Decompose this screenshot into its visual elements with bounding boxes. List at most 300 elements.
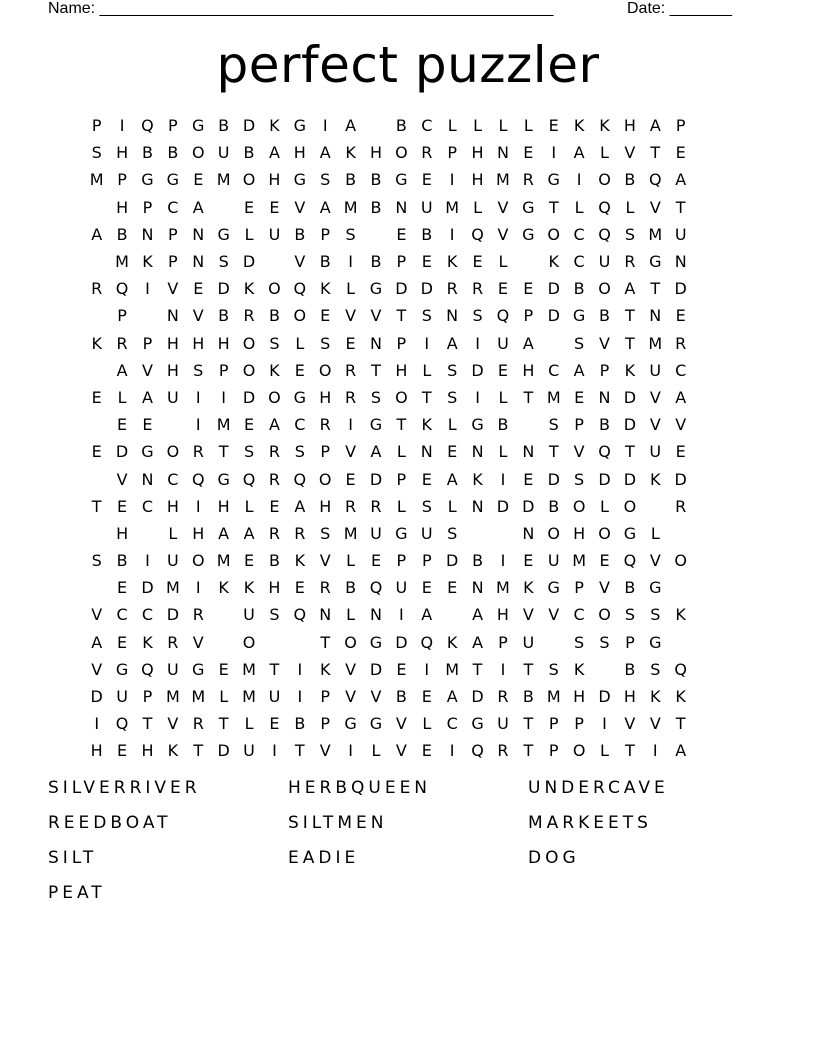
grid-cell[interactable]: E	[117, 496, 128, 516]
grid-cell[interactable]: V	[345, 687, 357, 707]
grid-cell[interactable]: T	[675, 197, 686, 217]
grid-cell[interactable]: V	[395, 714, 407, 734]
grid-cell[interactable]	[211, 601, 236, 628]
grid-cell[interactable]: Q	[496, 306, 510, 326]
grid-cell[interactable]: V	[116, 469, 128, 489]
grid-cell[interactable]: L	[650, 523, 660, 543]
grid-cell[interactable]: T	[193, 741, 204, 761]
grid-cell[interactable]: H	[141, 741, 154, 761]
grid-cell[interactable]	[363, 221, 388, 248]
grid-cell[interactable]: I	[348, 252, 353, 272]
grid-cell[interactable]: N	[649, 306, 662, 326]
grid-cell[interactable]: S	[599, 632, 610, 652]
grid-cell[interactable]: A	[446, 469, 458, 489]
grid-cell[interactable]: O	[344, 632, 357, 652]
grid-cell[interactable]: N	[522, 442, 535, 462]
grid-cell[interactable]: L	[447, 116, 457, 136]
grid-cell[interactable]: G	[293, 387, 307, 407]
grid-cell[interactable]: M	[546, 687, 561, 707]
grid-cell[interactable]: M	[572, 551, 587, 571]
grid-cell[interactable]: O	[242, 333, 256, 353]
grid-cell[interactable]: B	[268, 306, 280, 326]
grid-cell[interactable]: M	[89, 170, 104, 190]
grid-cell[interactable]: K	[167, 741, 179, 761]
grid-cell[interactable]: N	[446, 306, 459, 326]
grid-cell[interactable]: O	[268, 279, 281, 299]
grid-cell[interactable]: B	[624, 170, 636, 190]
grid-cell[interactable]: P	[320, 687, 331, 707]
grid-cell[interactable]: K	[650, 469, 661, 489]
grid-cell[interactable]: K	[319, 279, 331, 299]
grid-cell[interactable]: V	[294, 197, 306, 217]
grid-cell[interactable]: P	[218, 360, 229, 380]
grid-cell[interactable]: E	[218, 659, 229, 679]
grid-cell[interactable]: G	[623, 523, 637, 543]
grid-cell[interactable]: U	[217, 143, 230, 163]
grid-cell[interactable]: U	[649, 360, 662, 380]
grid-cell[interactable]: U	[116, 687, 128, 707]
grid-cell[interactable]: H	[166, 360, 179, 380]
grid-cell[interactable]: U	[268, 224, 281, 244]
grid-cell[interactable]: O	[293, 306, 307, 326]
grid-cell[interactable]: V	[370, 687, 382, 707]
grid-cell[interactable]: C	[141, 605, 154, 625]
grid-cell[interactable]: C	[116, 605, 128, 625]
grid-cell[interactable]: H	[471, 143, 484, 163]
grid-cell[interactable]: E	[421, 252, 432, 272]
grid-cell[interactable]: O	[547, 224, 561, 244]
grid-cell[interactable]: L	[244, 496, 254, 516]
grid-cell[interactable]: I	[399, 605, 404, 625]
grid-cell[interactable]: T	[625, 306, 635, 326]
grid-cell[interactable]: E	[497, 279, 508, 299]
grid-cell[interactable]: D	[395, 632, 408, 652]
grid-cell[interactable]: V	[167, 279, 179, 299]
grid-cell[interactable]: C	[573, 605, 585, 625]
grid-cell[interactable]	[84, 411, 109, 438]
grid-cell[interactable]: I	[576, 170, 582, 190]
grid-cell[interactable]	[211, 194, 236, 221]
grid-cell[interactable]: A	[421, 605, 433, 625]
grid-cell[interactable]: E	[117, 415, 128, 435]
grid-cell[interactable]: U	[167, 387, 179, 407]
grid-cell[interactable]: S	[574, 333, 585, 353]
grid-cell[interactable]: L	[346, 551, 356, 571]
grid-cell[interactable]: D	[598, 469, 611, 489]
grid-cell[interactable]: A	[294, 496, 306, 516]
grid-cell[interactable]: A	[142, 387, 153, 407]
grid-cell[interactable]: B	[370, 170, 382, 190]
grid-cell[interactable]: Q	[420, 632, 434, 652]
grid-cell[interactable]	[84, 302, 109, 329]
grid-cell[interactable]: L	[396, 496, 406, 516]
grid-cell[interactable]: S	[447, 360, 458, 380]
grid-cell[interactable]: H	[471, 170, 484, 190]
grid-cell[interactable]: S	[421, 306, 432, 326]
grid-cell[interactable]: G	[369, 714, 383, 734]
grid-cell[interactable]: G	[649, 578, 662, 598]
grid-cell[interactable]: G	[141, 170, 154, 190]
grid-cell[interactable]: O	[598, 279, 611, 299]
grid-cell[interactable]: S	[218, 252, 229, 272]
grid-cell[interactable]: R	[497, 741, 509, 761]
grid-cell[interactable]: L	[346, 605, 356, 625]
grid-cell[interactable]: V	[294, 252, 306, 272]
grid-cell[interactable]: E	[548, 116, 559, 136]
grid-cell[interactable]: T	[625, 333, 635, 353]
grid-cell[interactable]: P	[168, 224, 178, 244]
grid-cell[interactable]: E	[345, 333, 356, 353]
grid-cell[interactable]: P	[523, 306, 534, 326]
grid-cell[interactable]: A	[91, 224, 103, 244]
grid-cell[interactable]: G	[217, 469, 230, 489]
grid-cell[interactable]: M	[191, 687, 206, 707]
grid-cell[interactable]	[262, 248, 287, 275]
grid-cell[interactable]: S	[548, 659, 559, 679]
grid-cell[interactable]: H	[293, 143, 306, 163]
grid-cell[interactable]: H	[268, 170, 281, 190]
grid-cell[interactable]: I	[145, 279, 150, 299]
grid-cell[interactable]: Q	[293, 605, 307, 625]
grid-cell[interactable]: Q	[242, 469, 256, 489]
grid-cell[interactable]: R	[370, 496, 382, 516]
grid-cell[interactable]: R	[268, 469, 280, 489]
grid-cell[interactable]: U	[370, 523, 382, 543]
grid-cell[interactable]: O	[191, 143, 205, 163]
grid-cell[interactable]: E	[243, 551, 255, 571]
grid-cell[interactable]: I	[297, 687, 303, 707]
grid-cell[interactable]: Q	[115, 279, 129, 299]
grid-cell[interactable]: D	[242, 116, 256, 136]
grid-cell[interactable]: R	[294, 523, 306, 543]
grid-cell[interactable]: Q	[648, 170, 662, 190]
grid-cell[interactable]: B	[548, 496, 560, 516]
grid-cell[interactable]: I	[500, 551, 506, 571]
grid-cell[interactable]: K	[345, 143, 356, 163]
grid-cell[interactable]: Q	[598, 224, 611, 244]
grid-cell[interactable]: H	[166, 333, 179, 353]
grid-cell[interactable]: E	[345, 469, 356, 489]
grid-cell[interactable]: E	[370, 551, 382, 571]
grid-cell[interactable]: P	[320, 224, 331, 244]
grid-cell[interactable]: T	[523, 387, 534, 407]
grid-cell[interactable]: R	[91, 279, 103, 299]
grid-cell[interactable]: V	[624, 714, 636, 734]
grid-cell[interactable]: E	[396, 224, 407, 244]
grid-cell[interactable]: G	[547, 578, 560, 598]
grid-cell[interactable]: B	[497, 415, 509, 435]
grid-cell[interactable]: U	[547, 551, 560, 571]
grid-cell[interactable]: M	[115, 252, 129, 272]
grid-cell[interactable]: E	[243, 415, 255, 435]
grid-cell[interactable]: P	[675, 116, 686, 136]
grid-cell[interactable]: V	[497, 197, 509, 217]
grid-cell[interactable]: R	[497, 687, 509, 707]
grid-cell[interactable]: G	[649, 632, 662, 652]
grid-cell[interactable]	[592, 656, 617, 683]
grid-cell[interactable]: E	[294, 360, 305, 380]
grid-cell[interactable]: K	[446, 252, 458, 272]
grid-cell[interactable]: B	[319, 252, 331, 272]
grid-cell[interactable]: Q	[293, 469, 307, 489]
grid-cell[interactable]: E	[421, 741, 432, 761]
grid-cell[interactable]: R	[675, 496, 687, 516]
grid-cell[interactable]: U	[674, 224, 687, 244]
grid-cell[interactable]: U	[598, 252, 611, 272]
grid-cell[interactable]: I	[449, 224, 455, 244]
grid-cell[interactable]	[516, 248, 541, 275]
grid-cell[interactable]: K	[548, 252, 559, 272]
grid-cell[interactable]: V	[319, 551, 331, 571]
grid-cell[interactable]: V	[345, 442, 357, 462]
grid-cell[interactable]: Q	[471, 224, 484, 244]
grid-cell[interactable]: H	[573, 523, 586, 543]
grid-cell[interactable]: S	[269, 605, 280, 625]
grid-cell[interactable]: E	[421, 578, 432, 598]
grid-cell[interactable]: S	[320, 523, 331, 543]
grid-cell[interactable]: A	[675, 741, 687, 761]
grid-cell[interactable]: I	[449, 170, 455, 190]
grid-cell[interactable]: S	[447, 387, 458, 407]
grid-cell[interactable]: L	[447, 496, 457, 516]
letter-grid[interactable]	[84, 112, 744, 762]
grid-cell[interactable]: V	[497, 224, 509, 244]
grid-cell[interactable]: V	[649, 415, 661, 435]
grid-cell[interactable]: V	[522, 605, 534, 625]
grid-cell[interactable]: T	[371, 360, 381, 380]
grid-cell[interactable]: I	[348, 741, 353, 761]
grid-cell[interactable]	[541, 330, 566, 357]
grid-cell[interactable]: R	[522, 170, 534, 190]
grid-cell[interactable]: E	[421, 469, 432, 489]
grid-cell[interactable]: R	[268, 442, 280, 462]
grid-cell[interactable]: B	[573, 279, 585, 299]
grid-cell[interactable]: Q	[115, 714, 129, 734]
grid-cell[interactable]: V	[91, 659, 103, 679]
grid-cell[interactable]: E	[269, 714, 280, 734]
grid-cell[interactable]: I	[449, 741, 455, 761]
grid-cell[interactable]: U	[243, 741, 255, 761]
grid-cell[interactable]: R	[345, 360, 357, 380]
grid-cell[interactable]	[84, 520, 109, 547]
grid-cell[interactable]: A	[345, 116, 357, 136]
grid-cell[interactable]: N	[522, 523, 535, 543]
grid-cell[interactable]: L	[473, 197, 483, 217]
grid-cell[interactable]: B	[345, 170, 357, 190]
grid-cell[interactable]	[541, 629, 566, 656]
grid-cell[interactable]: V	[370, 306, 382, 326]
grid-cell[interactable]: I	[475, 333, 480, 353]
grid-cell[interactable]: T	[548, 197, 559, 217]
grid-cell[interactable]: S	[345, 224, 356, 244]
grid-cell[interactable]: N	[598, 387, 611, 407]
grid-cell[interactable]: P	[574, 578, 584, 598]
grid-cell[interactable]: I	[602, 714, 607, 734]
grid-cell[interactable]: H	[116, 197, 129, 217]
grid-cell[interactable]: G	[547, 170, 560, 190]
grid-cell[interactable]: U	[420, 197, 433, 217]
grid-cell[interactable]: E	[269, 496, 280, 516]
grid-cell[interactable]: I	[475, 387, 480, 407]
grid-cell[interactable]: G	[192, 116, 205, 136]
grid-cell[interactable]: M	[496, 578, 510, 598]
grid-cell[interactable]	[135, 302, 160, 329]
grid-cell[interactable]: V	[91, 605, 103, 625]
grid-cell[interactable]: N	[395, 197, 408, 217]
grid-cell[interactable]: E	[294, 578, 305, 598]
grid-cell[interactable]: B	[218, 116, 230, 136]
grid-cell[interactable]: I	[195, 578, 201, 598]
grid-cell[interactable]: N	[192, 252, 205, 272]
grid-cell[interactable]: P	[498, 632, 508, 652]
grid-cell[interactable]: A	[319, 143, 331, 163]
grid-cell[interactable]: L	[600, 143, 609, 163]
grid-cell[interactable]: B	[421, 224, 433, 244]
grid-cell[interactable]: P	[625, 632, 635, 652]
grid-cell[interactable]: V	[649, 197, 661, 217]
grid-cell[interactable]: S	[193, 360, 204, 380]
grid-cell[interactable]: E	[193, 279, 204, 299]
grid-cell[interactable]: T	[142, 714, 153, 734]
grid-cell[interactable]: S	[320, 170, 331, 190]
grid-cell[interactable]: L	[523, 116, 533, 136]
grid-cell[interactable]: T	[650, 279, 661, 299]
grid-cell[interactable]: E	[523, 469, 534, 489]
grid-cell[interactable]: M	[216, 415, 231, 435]
grid-cell[interactable]: A	[243, 523, 255, 543]
grid-cell[interactable]: K	[675, 687, 686, 707]
grid-cell[interactable]: P	[142, 197, 153, 217]
grid-cell[interactable]: S	[574, 469, 585, 489]
grid-cell[interactable]: G	[115, 659, 129, 679]
grid-cell[interactable]: H	[116, 523, 129, 543]
grid-cell[interactable]	[135, 520, 160, 547]
grid-cell[interactable]: P	[574, 714, 584, 734]
grid-cell[interactable]: S	[650, 659, 661, 679]
grid-cell[interactable]: L	[117, 387, 127, 407]
grid-cell[interactable]: E	[269, 197, 280, 217]
grid-cell[interactable]: I	[94, 714, 100, 734]
grid-cell[interactable]: V	[192, 306, 204, 326]
grid-cell[interactable]: R	[243, 306, 255, 326]
grid-cell[interactable]: S	[624, 605, 635, 625]
grid-cell[interactable]: R	[319, 578, 331, 598]
grid-cell[interactable]: R	[345, 496, 357, 516]
grid-cell[interactable]: H	[319, 496, 332, 516]
grid-cell[interactable]: T	[91, 496, 102, 516]
grid-cell[interactable]: L	[447, 415, 457, 435]
grid-cell[interactable]: D	[471, 360, 484, 380]
grid-cell[interactable]: U	[497, 333, 509, 353]
grid-cell[interactable]: P	[142, 687, 153, 707]
grid-cell[interactable]: T	[421, 387, 432, 407]
grid-cell[interactable]: B	[624, 578, 636, 598]
grid-cell[interactable]: R	[675, 333, 687, 353]
grid-cell[interactable]	[84, 248, 109, 275]
grid-cell[interactable]: B	[472, 551, 484, 571]
grid-cell[interactable]: K	[446, 632, 458, 652]
grid-cell[interactable]: Q	[598, 197, 611, 217]
grid-cell[interactable]: S	[91, 143, 102, 163]
grid-cell[interactable]: Q	[293, 279, 307, 299]
grid-cell[interactable]: E	[193, 170, 204, 190]
grid-cell[interactable]: M	[445, 197, 460, 217]
grid-cell[interactable]: I	[195, 415, 201, 435]
grid-cell[interactable]: M	[216, 170, 231, 190]
grid-cell[interactable]: T	[269, 659, 280, 679]
grid-cell[interactable]: S	[548, 415, 559, 435]
grid-cell[interactable]: B	[370, 252, 382, 272]
grid-cell[interactable]: R	[268, 523, 280, 543]
grid-cell[interactable]: V	[319, 741, 331, 761]
grid-cell[interactable]: D	[395, 279, 408, 299]
grid-cell[interactable]: G	[471, 415, 484, 435]
grid-cell[interactable]: H	[623, 116, 636, 136]
grid-cell[interactable]: E	[599, 551, 610, 571]
grid-cell[interactable]: T	[625, 741, 635, 761]
grid-cell[interactable]: E	[421, 170, 432, 190]
grid-cell[interactable]: M	[496, 170, 510, 190]
grid-cell[interactable]: R	[421, 143, 433, 163]
grid-cell[interactable]: L	[219, 687, 229, 707]
grid-cell[interactable]: C	[675, 360, 687, 380]
grid-cell[interactable]: N	[370, 333, 382, 353]
grid-cell[interactable]: P	[91, 116, 102, 136]
grid-cell[interactable]: V	[649, 551, 661, 571]
grid-cell[interactable]: A	[446, 687, 458, 707]
grid-cell[interactable]: I	[145, 551, 150, 571]
grid-cell[interactable]: V	[142, 360, 153, 380]
grid-cell[interactable]: G	[522, 197, 535, 217]
grid-cell[interactable]: K	[523, 578, 534, 598]
grid-cell[interactable]: V	[675, 415, 687, 435]
grid-cell[interactable]: B	[370, 197, 382, 217]
grid-cell[interactable]: P	[548, 714, 559, 734]
grid-cell[interactable]: H	[192, 523, 205, 543]
grid-cell[interactable]: T	[625, 442, 635, 462]
grid-cell[interactable]: T	[294, 741, 305, 761]
grid-cell[interactable]: O	[242, 632, 256, 652]
grid-cell[interactable]: K	[599, 116, 610, 136]
grid-cell[interactable]: D	[547, 279, 560, 299]
grid-cell[interactable]: I	[424, 333, 430, 353]
grid-cell[interactable]: I	[424, 659, 430, 679]
grid-cell[interactable]: H	[217, 496, 230, 516]
grid-cell[interactable]: L	[625, 197, 635, 217]
grid-cell[interactable]: G	[649, 252, 662, 272]
grid-cell[interactable]: O	[268, 387, 281, 407]
grid-cell[interactable]: N	[370, 605, 382, 625]
grid-cell[interactable]: R	[471, 279, 484, 299]
grid-cell[interactable]: D	[446, 551, 459, 571]
grid-cell[interactable]: P	[396, 469, 407, 489]
grid-cell[interactable]: L	[574, 197, 584, 217]
grid-cell[interactable]: T	[472, 659, 483, 679]
grid-cell[interactable]: B	[599, 415, 610, 435]
grid-cell[interactable]: P	[574, 415, 584, 435]
grid-cell[interactable]: C	[573, 252, 585, 272]
grid-cell[interactable]: G	[344, 714, 357, 734]
grid-cell[interactable]: I	[221, 387, 226, 407]
grid-cell[interactable]: O	[598, 523, 611, 543]
grid-cell[interactable]	[643, 493, 668, 520]
grid-cell[interactable]: R	[319, 415, 331, 435]
grid-cell[interactable]: P	[447, 143, 457, 163]
grid-cell[interactable]: A	[522, 333, 534, 353]
grid-cell[interactable]: T	[523, 741, 534, 761]
grid-cell[interactable]: D	[496, 496, 510, 516]
grid-cell[interactable]: O	[395, 387, 408, 407]
